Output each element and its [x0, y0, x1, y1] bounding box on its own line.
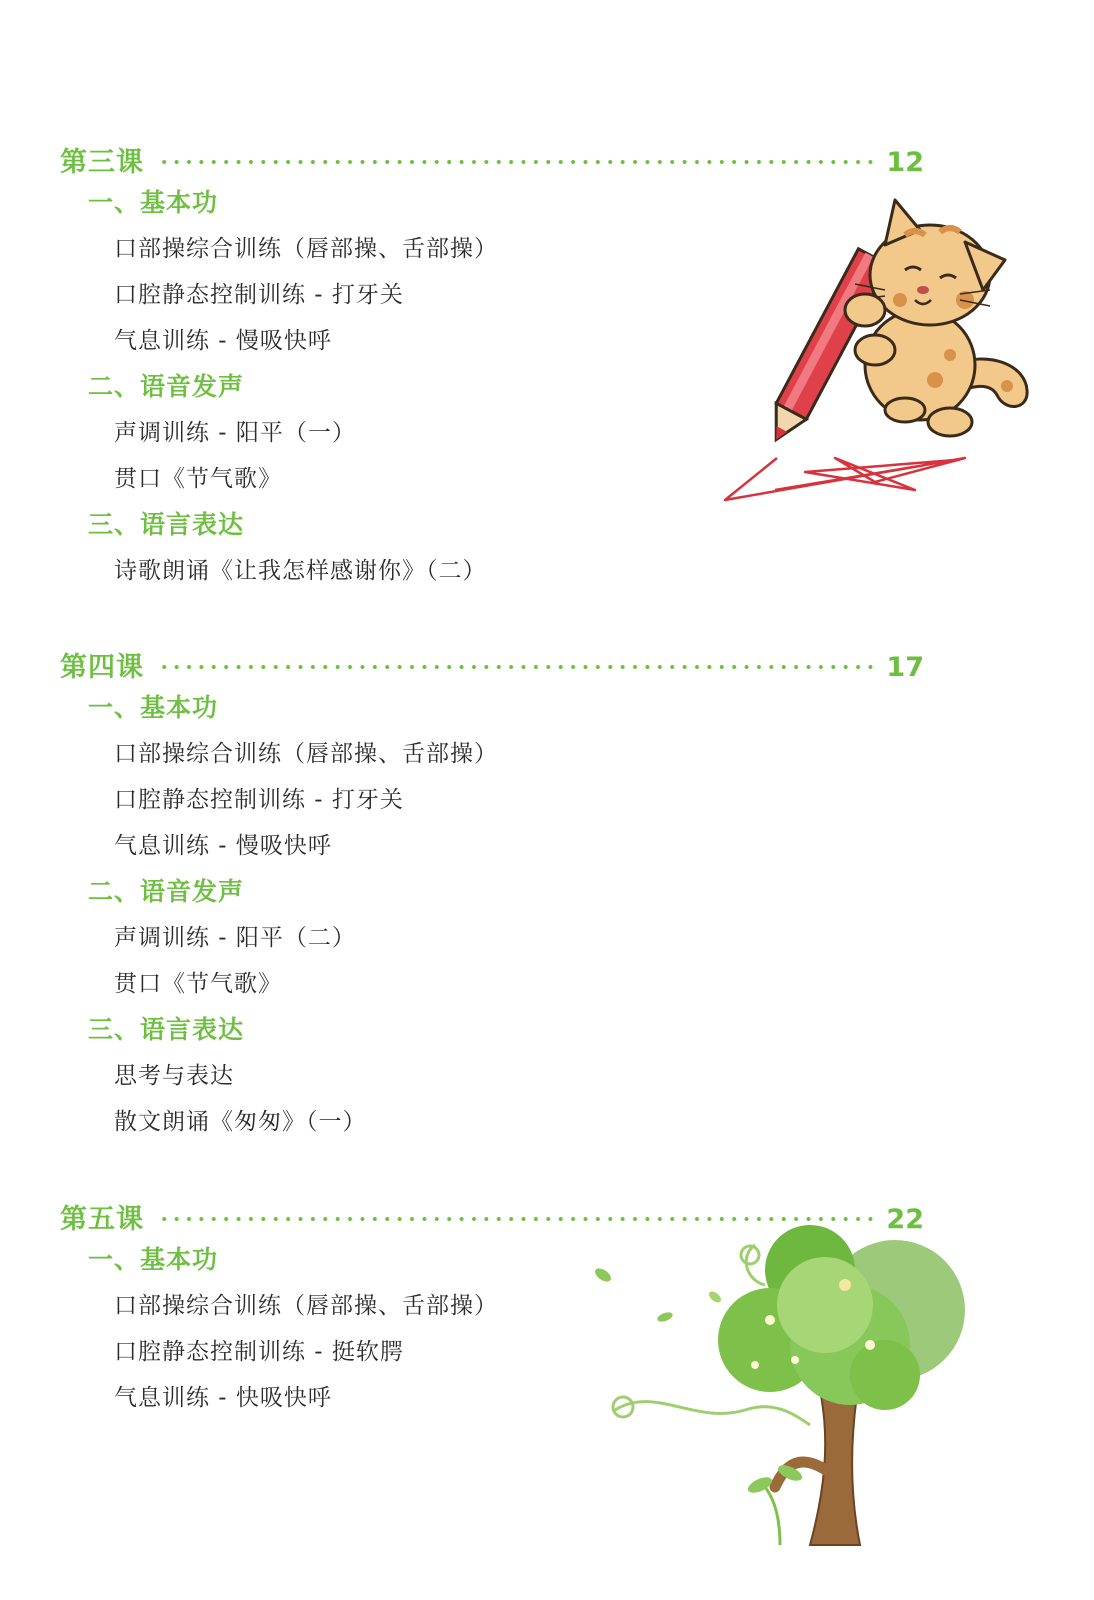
cat-with-pencil-icon	[715, 190, 1045, 515]
toc-item: 口腔静态控制训练 - 打牙关	[114, 787, 404, 813]
toc-item: 贯口《节气歌》	[114, 971, 282, 997]
dot-leader	[158, 665, 880, 669]
tree-icon	[595, 1225, 975, 1550]
section-heading: 一、基本功	[88, 1245, 219, 1274]
lesson-4	[60, 645, 924, 1145]
lesson-title: 第三课	[60, 147, 144, 178]
toc-item: 声调训练 - 阳平（二）	[114, 925, 356, 951]
toc-item: 口部操综合训练（唇部操、舌部操）	[114, 1293, 498, 1319]
lesson-heading[interactable]	[60, 140, 924, 180]
page-number: 12	[886, 147, 924, 178]
toc-item: 气息训练 - 快吸快呼	[114, 1385, 332, 1411]
section-heading: 二、语音发声	[88, 372, 245, 401]
toc-item: 口腔静态控制训练 - 打牙关	[114, 282, 404, 308]
dot-leader	[158, 160, 880, 164]
section-heading: 一、基本功	[88, 188, 219, 217]
toc-item: 诗歌朗诵《让我怎样感谢你》（二）	[114, 558, 487, 584]
toc-item: 口部操综合训练（唇部操、舌部操）	[114, 741, 498, 767]
toc-item: 口部操综合训练（唇部操、舌部操）	[114, 236, 498, 262]
toc-item: 思考与表达	[114, 1063, 234, 1089]
lesson-title: 第四课	[60, 652, 144, 683]
section-heading: 二、语音发声	[88, 877, 245, 906]
toc-item: 声调训练 - 阳平（一）	[114, 420, 356, 446]
toc-item: 口腔静态控制训练 - 挺软腭	[114, 1339, 404, 1365]
toc-item: 贯口《节气歌》	[114, 466, 282, 492]
section-heading: 三、语言表达	[88, 510, 245, 539]
dot-leader	[158, 1217, 880, 1221]
toc-item: 气息训练 - 慢吸快呼	[114, 328, 332, 354]
toc-item: 散文朗诵《匆匆》（一）	[114, 1109, 367, 1135]
page-number: 17	[886, 652, 924, 683]
section-heading: 一、基本功	[88, 693, 219, 722]
section-heading: 三、语言表达	[88, 1015, 245, 1044]
toc-item: 气息训练 - 慢吸快呼	[114, 833, 332, 859]
lesson-title: 第五课	[60, 1204, 144, 1235]
page-number: 22	[886, 1204, 924, 1235]
lesson-heading[interactable]	[60, 645, 924, 685]
